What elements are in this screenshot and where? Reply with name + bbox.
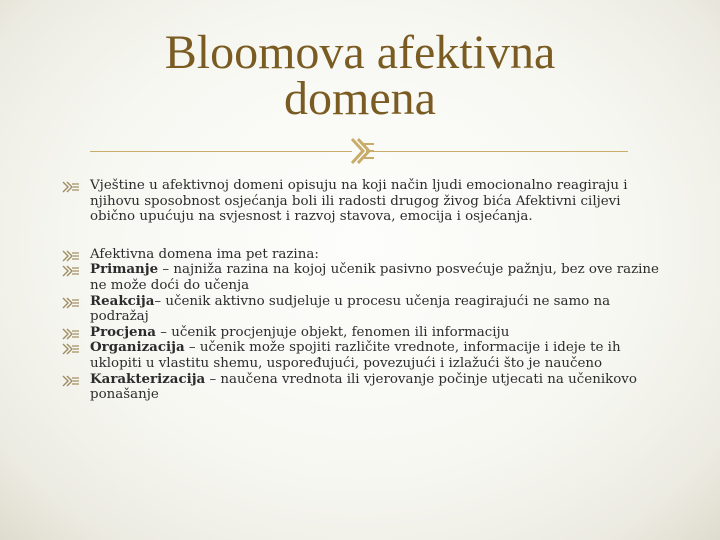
bullet-icon — [62, 181, 80, 193]
levels-intro — [62, 247, 662, 263]
level-item — [62, 294, 662, 325]
level-item — [62, 325, 662, 341]
bullet-icon — [62, 297, 80, 309]
level-item — [62, 340, 662, 371]
intro-paragraph — [62, 178, 662, 225]
level-item — [62, 372, 662, 403]
level-item — [62, 262, 662, 293]
divider-ornament-icon — [349, 137, 375, 167]
bullet-icon — [62, 328, 80, 340]
bullet-icon — [62, 265, 80, 277]
intro-text: Vještine u afektivnoj domeni opisuju na koji način ljudi emocionalno reagiraju i njihovu sposobnost osjećanja boli ili radosti drugog živog bića Afektivni ciljevi obično upućuju na svjesnost i razvoj stavova, emocija i osjećanja. — [90, 178, 628, 225]
level-term: Procjena — [90, 323, 156, 340]
title-divider-left — [90, 151, 352, 152]
title-line-1: Bloomova afektivna — [164, 26, 556, 79]
bullet-icon — [62, 375, 80, 387]
title-line-2: domena — [284, 72, 436, 125]
level-term: Karakterizacija — [90, 370, 206, 387]
level-description: – naučena vrednota ili vjerovanje počinje utjecati na učenikovo ponašanje — [90, 371, 637, 403]
bullet-icon — [62, 250, 80, 262]
level-description: – učenik aktivno sudjeluje u procesu učenja reagirajući ne samo na podražaj — [90, 293, 611, 325]
level-term: Primanje — [90, 261, 159, 278]
title-divider-right — [368, 151, 628, 152]
levels-intro-text: Afektivna domena ima pet razina: — [90, 246, 319, 262]
slide-title — [60, 26, 660, 125]
bullet-icon — [62, 343, 80, 355]
level-term: Organizacija — [90, 339, 185, 356]
level-description: – najniža razina na kojoj učenik pasivno posvećuje pažnju, bez ove razine ne može doći do učenja — [90, 262, 659, 293]
level-description: – učenik može spojiti različite vrednote, informacije i ideje te ih uklopiti u vlastitu shemu, uspoređujući, povezujući i izlažući što je naučeno — [90, 340, 621, 371]
slide-content — [62, 178, 662, 403]
level-description: – učenik procjenjuje objekt, fenomen ili informaciju — [156, 324, 510, 340]
level-term: Reakcija — [90, 292, 155, 309]
